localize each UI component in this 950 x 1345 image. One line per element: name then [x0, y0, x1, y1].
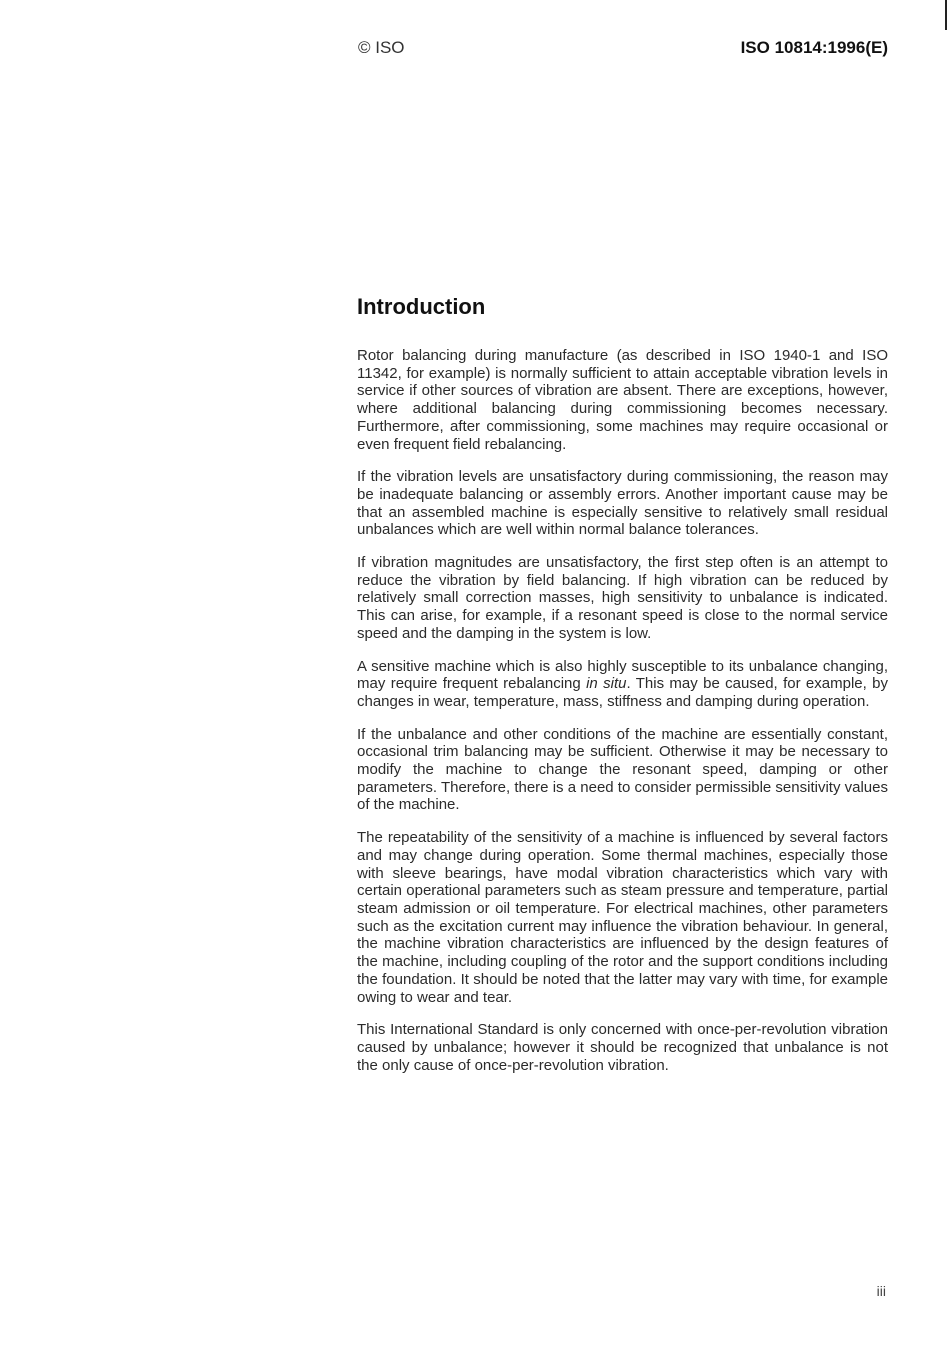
paragraph-text: A sensitive machine which is also highly susceptible to its unbalance changing, may require frequent rebalancing	[357, 657, 888, 693]
paragraph-text: . This may be caused, for example, by changes in wear, temperature, mass, stiffness and damping during operation.	[357, 675, 889, 710]
paragraph: If the unbalance and other conditions of the machine are essentially constant, occasional trim balancing may be sufficient. Otherwise it may be necessary to modify the machine to change the resonant speed, damping or other parameters. Therefore, there is a need to consider permissible sensitivity values of the machine.	[357, 725, 888, 814]
paragraph: This International Standard is only concerned with once-per-revolution vibration caused by unbalance; however it should be recognized that unbalance is not the only cause of once-per-revolution vibration.	[357, 1021, 888, 1074]
paragraph-emphasis: in situ	[586, 675, 627, 693]
paragraph: If vibration magnitudes are unsatisfactory, the first step often is an attempt to reduce the vibration by field balancing. If high vibration can be reduced by relatively small correction masses, high sensitivity to unbalance is indicated. This can arise, for example, if a resonant speed is close to the normal service speed and the damping in the system is low.	[357, 554, 888, 642]
section-title: Introduction	[357, 294, 486, 319]
standard-number-header: ISO 10814:1996(E)	[740, 38, 888, 57]
page-edge-mark	[945, 0, 947, 30]
copyright-header: © ISO	[358, 38, 405, 57]
paragraph: The repeatability of the sensitivity of a machine is influenced by several factors and may change during operation. Some thermal machines, especially those with sleeve bearings, have modal vibration characteristics which vary with certain operational parameters such as steam pressure and temperature, partial steam admission or oil temperature. For electrical machines, other parameters such as the excitation current may influence the vibration behaviour. In general, the machine vibration characteristics are influenced by the design features of the machine, including coupling of the rotor and the support conditions including the foundation. It should be noted that the latter may vary with time, for example owing to wear and tear.	[357, 829, 888, 1006]
page-number: iii	[876, 1283, 886, 1299]
paragraph: If the vibration levels are unsatisfactory during commissioning, the reason may be inadequate balancing or assembly errors. Another important cause may be that an assembled machine is especially sensitive to relatively small residual unbalances which are well within normal balance tolerances.	[357, 468, 888, 539]
introduction-body	[357, 347, 888, 1089]
paragraph: Rotor balancing during manufacture (as described in ISO 1940-1 and ISO 11342, for example) is normally sufficient to attain acceptable vibration levels in service if other sources of vibration are absent. There are exceptions, however, where additional balancing during commissioning becomes necessary. Furthermore, after commissioning, some machines may require occasional or even frequent field rebalancing.	[357, 347, 888, 453]
paragraph	[357, 658, 888, 711]
